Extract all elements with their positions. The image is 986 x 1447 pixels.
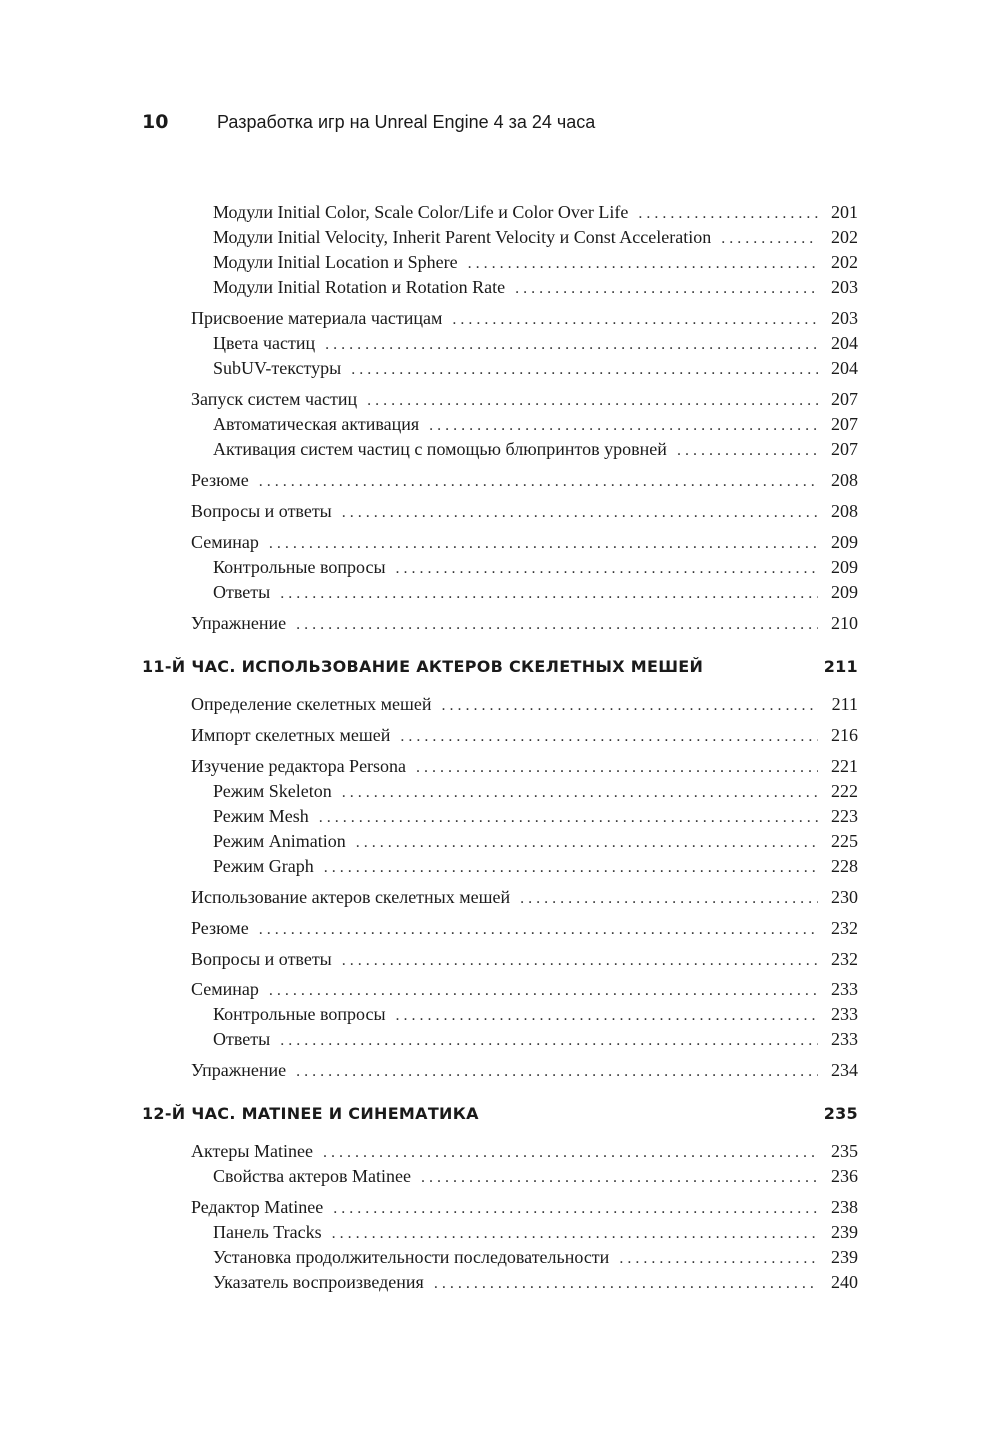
toc-entry[interactable] [191,389,858,414]
toc-entry-page: 228 [831,856,858,876]
chapter-heading[interactable] [142,1104,858,1129]
toc-entry-title: Актеры Matinee [191,1141,313,1161]
toc-entry-title: Режим Skeleton [213,781,332,801]
toc-entry[interactable] [191,1197,858,1222]
toc-entry-title: Установка продолжительности последовательности [213,1247,610,1267]
toc-entry-page: 235 [831,1141,858,1161]
toc-entry-page: 233 [831,1004,858,1024]
toc-entry-page: 209 [831,532,858,552]
toc-entry[interactable] [213,1272,858,1297]
toc-entry-page: 230 [831,887,858,907]
dot-leader [280,1032,818,1050]
toc-entry-title: Вопросы и ответы [191,949,332,969]
toc-entry[interactable] [191,308,858,333]
toc-entry-page: 203 [831,308,858,328]
toc-entry-page: 216 [831,725,858,745]
toc-entry[interactable] [191,756,858,781]
toc-entry-page: 207 [831,414,858,434]
toc-entry[interactable] [213,1029,858,1054]
toc-entry-page: 239 [831,1247,858,1267]
dot-leader [400,728,818,746]
toc-entry-title: Режим Animation [213,831,346,851]
dot-leader [319,809,818,827]
toc-entry-title: Резюме [191,470,249,490]
toc-entry-title: Использование актеров скелетных мешей [191,887,511,907]
toc-entry-title: Резюме [191,918,249,938]
toc-entry-title: Панель Tracks [213,1222,322,1242]
dot-leader [324,859,818,877]
toc-entry[interactable] [213,414,858,439]
dot-leader [296,1063,818,1081]
toc-entry[interactable] [213,856,858,881]
toc-entry-page: 222 [831,781,858,801]
chapter-title: 12-Й ЧАС. MATINEE И СИНЕМАТИКА [142,1104,479,1123]
toc-entry-title: Модули Initial Velocity, Inherit Parent Velocity и Const Acceleration [213,227,712,247]
toc-entry-page: 221 [831,756,858,776]
dot-leader [638,205,818,223]
dot-leader [515,280,818,298]
dot-leader [677,442,818,460]
chapter-page: 235 [823,1104,858,1123]
toc-entry-page: 209 [831,557,858,577]
toc-entry-title: Определение скелетных мешей [191,694,432,714]
toc-entry-title: Модули Initial Rotation и Rotation Rate [213,277,506,297]
toc-entry-title: Присвоение материала частицам [191,308,443,328]
toc-entry[interactable] [191,1060,858,1085]
toc-entry-title: Вопросы и ответы [191,501,332,521]
toc-entry[interactable] [213,252,858,277]
toc-entry[interactable] [213,781,858,806]
toc-entry-page: 234 [831,1060,858,1080]
toc-entry-title: Контрольные вопросы [213,557,386,577]
toc-entry-page: 238 [831,1197,858,1217]
dot-leader [367,392,818,410]
toc-entry[interactable] [191,470,858,495]
toc-entry-page: 209 [831,582,858,602]
toc-entry[interactable] [191,725,858,750]
chapter-page: 211 [823,657,858,676]
toc-entry[interactable] [191,1141,858,1166]
toc-entry[interactable] [213,582,858,607]
toc-entry-page: 207 [831,439,858,459]
toc-entry-page: 240 [831,1272,858,1292]
toc-entry-title: Семинар [191,532,259,552]
dot-leader [333,1200,818,1218]
dot-leader [520,890,818,908]
toc-entry[interactable] [213,806,858,831]
dot-leader [342,952,818,970]
running-head [142,111,595,137]
toc-entry[interactable] [213,1166,858,1191]
dot-leader [619,1250,818,1268]
toc-entry-page: 202 [831,227,858,247]
dot-leader [721,230,818,248]
toc-entry[interactable] [213,1247,858,1272]
toc-entry-page: 203 [831,277,858,297]
toc-entry-title: Модули Initial Location и Sphere [213,252,458,272]
dot-leader [421,1169,818,1187]
dot-leader [416,759,818,777]
chapter-title: 11-Й ЧАС. ИСПОЛЬЗОВАНИЕ АКТЕРОВ СКЕЛЕТНЫХ МЕШЕЙ [142,657,704,676]
dot-leader [396,1007,818,1025]
toc-entry[interactable] [191,918,858,943]
dot-leader [269,982,818,1000]
page-number: 10 [142,111,169,133]
toc-entry-page: 210 [831,613,858,633]
toc-entry-title: Редактор Matinee [191,1197,324,1217]
toc-entry-title: Режим Mesh [213,806,309,826]
toc-entry-title: Семинар [191,979,259,999]
toc-entry-page: 233 [831,1029,858,1049]
dot-leader [342,784,818,802]
toc-entry[interactable] [213,557,858,582]
toc-entry[interactable] [213,202,858,227]
toc-entry-page: 232 [831,918,858,938]
toc-entry-page: 239 [831,1222,858,1242]
toc-entry[interactable] [191,979,858,1004]
toc-entry-page: 204 [831,358,858,378]
dot-leader [441,697,818,715]
toc-entry[interactable] [213,831,858,856]
toc-entry-title: Активация систем частиц с помощью блюпринтов уровней [213,439,667,459]
toc-entry[interactable] [213,227,858,252]
toc-entry-page: 202 [831,252,858,272]
dot-leader [269,535,818,553]
dot-leader [280,585,818,603]
toc-entry[interactable] [213,439,858,464]
toc-entry-page: 211 [831,694,858,714]
toc-entry[interactable] [191,694,858,719]
toc-entry-page: 236 [831,1166,858,1186]
dot-leader [259,921,818,939]
toc-entry-page: 225 [831,831,858,851]
toc-entry-title: Режим Graph [213,856,314,876]
toc-entry[interactable] [191,613,858,638]
dot-leader [468,255,818,273]
dot-leader [342,504,818,522]
toc-entry-title: SubUV-текстуры [213,358,342,378]
dot-leader [396,560,818,578]
toc-entry[interactable] [213,358,858,383]
dot-leader [332,1225,818,1243]
toc-entry[interactable] [213,333,858,358]
toc-entry-title: Упражнение [191,613,287,633]
dot-leader [325,336,818,354]
dot-leader [259,473,818,491]
toc-entry-title: Ответы [213,582,271,602]
toc-entry-title: Запуск систем частиц [191,389,358,409]
toc-entry-title: Упражнение [191,1060,287,1080]
dot-leader [296,616,818,634]
book-title: Разработка игр на Unreal Engine 4 за 24 часа [217,112,596,132]
toc-entry[interactable] [213,1004,858,1029]
toc-entry-title: Свойства актеров Matinee [213,1166,411,1186]
toc-entry-page: 208 [831,501,858,521]
dot-leader [351,361,818,379]
toc-entry-title: Контрольные вопросы [213,1004,386,1024]
toc-entry-page: 208 [831,470,858,490]
toc-entry[interactable] [191,887,858,912]
dot-leader [434,1275,818,1293]
toc-entry-title: Указатель воспроизведения [213,1272,424,1292]
toc-entry-title: Импорт скелетных мешей [191,725,391,745]
dot-leader [323,1144,818,1162]
toc-entry-page: 232 [831,949,858,969]
toc-entry-title: Модули Initial Color, Scale Color/Life и Color Over Life [213,202,629,222]
toc-entry-title: Изучение редактора Persona [191,756,407,776]
dot-leader [356,834,818,852]
dot-leader [452,311,818,329]
toc-entry-page: 233 [831,979,858,999]
toc-entry[interactable] [191,949,858,974]
toc-entry-title: Автоматическая активация [213,414,420,434]
toc-entry[interactable] [191,532,858,557]
toc-entry-page: 204 [831,333,858,353]
toc-entry-page: 207 [831,389,858,409]
chapter-heading[interactable] [142,657,858,682]
toc-entry[interactable] [191,501,858,526]
toc-entry[interactable] [213,277,858,302]
toc-entry-page: 201 [831,202,858,222]
dot-leader [429,417,818,435]
toc-entry[interactable] [213,1222,858,1247]
toc-entry-page: 223 [831,806,858,826]
toc-entry-title: Цвета частиц [213,333,316,353]
toc-entry-title: Ответы [213,1029,271,1049]
